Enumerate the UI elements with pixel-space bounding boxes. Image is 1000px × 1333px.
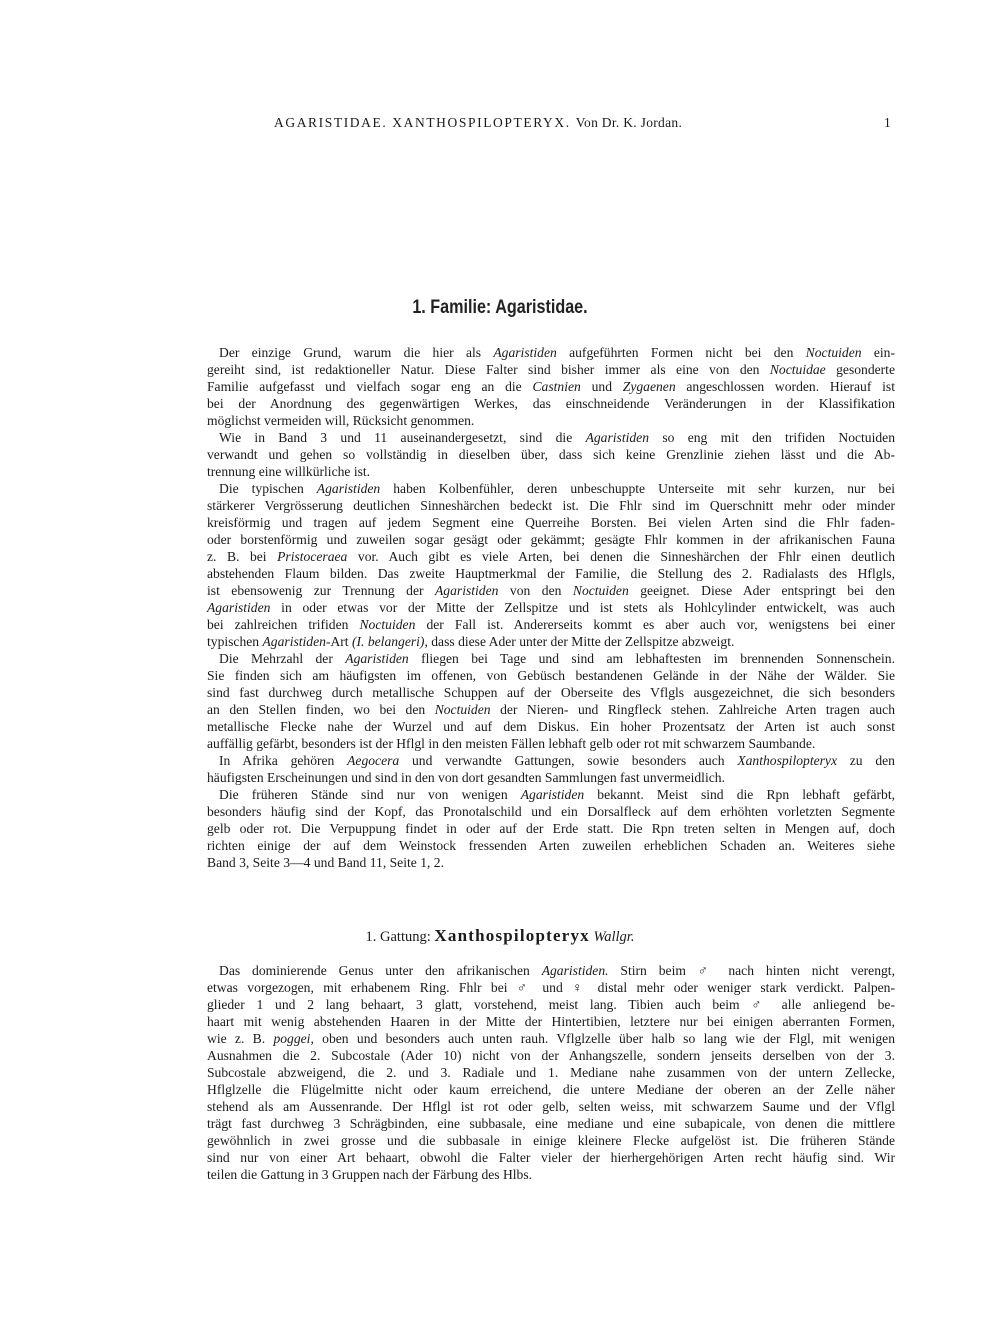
- text-run: Das dominierende Genus unter den afrikanischen: [219, 963, 542, 978]
- text-line: [207, 1081, 895, 1098]
- text-line: [207, 837, 895, 854]
- text-run: Ausnahmen die 2. Subcostale (Ader 10) nicht von der Anhangszelle, sondern jenseits derselben von der 3.: [207, 1048, 895, 1063]
- text-run: trägt fast durchweg 3 Schrägbinden, eine subbasale, eine mediane und eine subapicale, von denen die mittlere: [207, 1116, 895, 1131]
- italic-term: Agaristiden: [262, 634, 326, 649]
- text-line: [207, 786, 895, 803]
- text-run: z. B. bei: [207, 549, 278, 564]
- text-run: geeignet. Diese Ader entspringt bei den: [628, 583, 895, 598]
- text-run: wie z. B.: [207, 1031, 274, 1046]
- text-run: aufgeführten Formen nicht bei den: [556, 345, 806, 360]
- text-line: [207, 1064, 895, 1081]
- text-line: [207, 429, 895, 446]
- paragraph: [207, 752, 895, 786]
- text-run: stehend als am Aussenrande. Der Hflgl ist rot oder gelb, selten weiss, mit schwarzem Saume und der Vflgl: [207, 1099, 895, 1114]
- text-run: richten einige der auf dem Weinstock fressenden Arten zuweilen erheblichen Schaden an. Weiteres siehe: [207, 838, 895, 853]
- text-run: angeschlossen worden. Hierauf ist: [675, 379, 895, 394]
- family-heading: 1. Familie: Agaristidae.: [412, 297, 588, 318]
- text-line: [207, 735, 895, 752]
- text-run: fliegen bei Tage und sind am lebhaftesten im brennenden Sonnenschein.: [408, 651, 895, 666]
- text-run: stärkerer Vergrösserung deutlichen Sinneshärchen bedeckt ist. Die Fhlr sind im Querschnitt mehr oder minder: [207, 498, 895, 513]
- text-run: so eng mit den trifiden Noctuiden: [649, 430, 895, 445]
- text-line: [207, 979, 895, 996]
- text-run: haart mit wenig abstehenden Haaren in der Mitte der Hintertibien, letztere nur bei einigen aberranten Formen,: [207, 1014, 895, 1029]
- text-run: bekannt. Meist sind die Rpn lebhaft gefärbt,: [584, 787, 895, 802]
- text-run: glieder 1 und 2 lang behaart, 3 glatt, vorstehend, meist lang. Tibien auch beim ♂ alle anliegend be-: [207, 997, 895, 1012]
- text-line: [207, 395, 895, 412]
- text-run: -Art: [325, 634, 352, 649]
- text-run: typischen: [207, 634, 263, 649]
- text-line: [207, 1132, 895, 1149]
- text-line: [207, 684, 895, 701]
- italic-term: Zygaenen: [622, 379, 676, 394]
- text-run: besonders häufig sind der Kopf, das Pronotalschild und ein Dorsalfleck auf dem erhöhten vorletzten Segmente: [207, 804, 895, 819]
- text-run: und verwandte Gattungen, sowie besonders auch: [399, 753, 738, 768]
- italic-term: poggei,: [273, 1031, 314, 1046]
- text-line: [207, 463, 895, 480]
- text-line: [207, 616, 895, 633]
- italic-term: Pristoceraea: [277, 549, 348, 564]
- text-line: [207, 514, 895, 531]
- text-run: Wie in Band 3 und 11 auseinandergesetzt, sind die: [219, 430, 586, 445]
- text-run: bei der Anordnung des gegenwärtigen Werkes, das einschneidende Veränderungen in der Klassifikation: [207, 396, 895, 411]
- italic-term: Agaristiden: [316, 481, 381, 496]
- text-line: [207, 769, 895, 786]
- text-run: Die typischen: [219, 481, 317, 496]
- text-line: [207, 701, 895, 718]
- paragraph: [207, 786, 895, 871]
- text-line: [207, 599, 895, 616]
- text-run: und: [580, 379, 623, 394]
- author-line: Von Dr. K. Jordan.: [575, 115, 683, 130]
- text-run: Die früheren Stände sind nur von wenigen: [219, 787, 521, 802]
- italic-term: Noctuiden: [572, 583, 629, 598]
- italic-term: Agaristiden.: [541, 963, 609, 978]
- italic-term: Agaristiden: [493, 345, 557, 360]
- text-line: [207, 667, 895, 684]
- paragraph: [207, 344, 895, 429]
- text-run: In Afrika gehören: [219, 753, 348, 768]
- italic-term: Noctuiden: [434, 702, 491, 717]
- text-line: [207, 378, 895, 395]
- italic-term: Noctuiden: [805, 345, 862, 360]
- text-line: [207, 718, 895, 735]
- italic-term: Agaristiden: [207, 600, 271, 615]
- text-run: oben und besonders auch unten rauh. Vflglzelle über halb so lang wie der Flgl, mit wenigen: [313, 1031, 895, 1046]
- text-run: gereiht sind, ist redaktioneller Natur. Diese Falter sind bisher immer als eine von den: [207, 362, 770, 377]
- text-line: [207, 962, 895, 979]
- text-line: [207, 582, 895, 599]
- text-run: metallische Flecke nahe der Wurzel und auf dem Diskus. Ein hoher Prozentsatz der Arten ist auch sonst: [207, 719, 895, 734]
- text-run: in oder etwas vor der Mitte der Zellspitze und ist stets als Hohlcylinder entwickelt, was auch: [270, 600, 895, 615]
- genus-heading-prefix: 1. Gattung:: [365, 929, 431, 945]
- text-run: Subcostale abzweigend, die 2. und 3. Radiale und 1. Mediane nahe zusammen von der untern Zellecke,: [207, 1065, 895, 1080]
- text-line: [207, 1047, 895, 1064]
- text-run: trennung eine willkürliche ist.: [207, 464, 371, 479]
- italic-term: Xanthospilopteryx: [737, 753, 837, 768]
- text-line: [207, 650, 895, 667]
- text-run: Familie aufgefasst und vielfach sogar eng an die: [207, 379, 533, 394]
- italic-term: Noctuiden: [359, 617, 416, 632]
- italic-term: Castnien: [532, 379, 581, 394]
- text-line: [207, 565, 895, 582]
- text-run: ein-: [861, 345, 895, 360]
- text-line: [207, 1013, 895, 1030]
- text-run: von den: [498, 583, 573, 598]
- text-run: gelb oder rot. Die Verpuppung findet in oder auf der Erde statt. Die Rpn treten selten in Mengen auf, doch: [207, 821, 895, 836]
- text-run: Die Mehrzahl der: [219, 651, 346, 666]
- text-line: [207, 344, 895, 361]
- family-body-text: [207, 344, 895, 871]
- text-line: [207, 820, 895, 837]
- italic-term: Noctuidae: [769, 362, 826, 377]
- italic-term: Aegocera: [347, 753, 400, 768]
- text-run: zu den: [837, 753, 895, 768]
- text-line: [207, 361, 895, 378]
- text-run: oder borstenförmig und zuweilen sogar gesägt oder gekämmt; gesägte Fhlr kommen in der afrikanischen Fauna: [207, 532, 895, 547]
- text-line: [207, 1115, 895, 1132]
- text-line: [207, 497, 895, 514]
- paragraph: [207, 429, 895, 480]
- text-run: häufigsten Erscheinungen und sind in den von dort gesandten Sammlungen fast unvermeidlich.: [207, 770, 725, 785]
- italic-term: Agaristiden: [520, 787, 585, 802]
- text-run: Band 3, Seite 3—4 und Band 11, Seite 1, 2.: [207, 855, 444, 870]
- paragraph: [207, 480, 895, 650]
- text-run: sind nur von einer Art behaart, obwohl die Falter vieler der hierhergehörigen Arten recht häufig sind. Wir: [207, 1150, 895, 1165]
- text-run: gesonderte: [825, 362, 895, 377]
- genus-name: Xanthospilopteryx: [434, 926, 590, 945]
- running-head: [274, 115, 682, 131]
- text-run: gewöhnlich in zwei grosse und die subbasale in einige kleinere Flecke aufgelöst ist. Die früheren Stände: [207, 1133, 895, 1148]
- text-line: [207, 854, 895, 871]
- text-line: [207, 633, 895, 650]
- text-line: [207, 1030, 895, 1047]
- text-run: bei zahlreichen trifiden: [207, 617, 360, 632]
- text-run: der Nieren- und Ringfleck stehen. Zahlreiche Arten tragen auch: [490, 702, 895, 717]
- text-line: [207, 1098, 895, 1115]
- text-run: verwandt und gehen so vollständig in dieselben über, dass sich keine Grenzlinie ziehen lässt und die Ab-: [207, 447, 895, 462]
- text-line: [207, 996, 895, 1013]
- text-line: [207, 803, 895, 820]
- text-run: ist ebensowenig zur Trennung der: [207, 583, 435, 598]
- text-run: kreisförmig und tragen auf jedem Segment eine Querreihe Borsten. Bei vielen Arten sind die Fhlr faden-: [207, 515, 895, 530]
- text-line: [207, 480, 895, 497]
- text-run: Stirn beim ♂ nach hinten nicht verengt,: [608, 963, 895, 978]
- page-number: 1: [884, 115, 891, 130]
- paragraph: [207, 962, 895, 1183]
- genus-heading: [0, 926, 1000, 946]
- genus-author: Wallgr.: [593, 929, 635, 945]
- text-run: Sie finden sich am häufigsten im offenen, von Gebüsch bestandenen Gelände in der Nähe der Wälder. Sie: [207, 668, 895, 683]
- text-run: Der einzige Grund, warum die hier als: [219, 345, 494, 360]
- text-run: vor. Auch gibt es viele Arten, bei denen die Sinneshärchen der Fhlr einen deutlich: [347, 549, 896, 564]
- italic-term: Agaristiden: [435, 583, 499, 598]
- italic-term: Agaristiden: [585, 430, 649, 445]
- text-line: [207, 752, 895, 769]
- text-run: der Fall ist. Andererseits kommt es aber auch vor, wenigstens bei einer: [415, 617, 896, 632]
- text-line: [207, 1166, 895, 1183]
- text-run: sind fast durchweg durch metallische Schuppen auf der Oberseite des Vflgls ausgezeichnet, die sich besonders: [207, 685, 895, 700]
- text-run: etwas vorgezogen, mit erhabenem Ring. Fhlr bei ♂ und ♀ distal mehr oder weniger stark verdickt. Palpen-: [207, 980, 895, 995]
- text-line: [207, 1149, 895, 1166]
- text-run: auffällig gefärbt, besonders ist der Hflgl in den meisten Fällen lebhaft gelb oder rot mit schwarzem Saumbande.: [207, 736, 816, 751]
- running-title: AGARISTIDAE. XANTHOSPILOPTERYX.: [274, 115, 571, 130]
- italic-term: Agaristiden: [345, 651, 409, 666]
- text-run: möglichst vermeiden will, Rücksicht genommen.: [207, 413, 475, 428]
- text-line: [207, 446, 895, 463]
- text-run: Hflglzelle die Flügelmitte nicht oder kaum erreichend, die untere Mediane der oberen an der Zelle näher: [207, 1082, 895, 1097]
- text-line: [207, 548, 895, 565]
- italic-term: (I. belangeri),: [351, 634, 428, 649]
- text-line: [207, 412, 895, 429]
- text-line: [207, 531, 895, 548]
- text-run: abstehenden Flaum bilden. Das zweite Hauptmerkmal der Familie, die Stellung des 2. Radialasts des Hflgls,: [207, 566, 895, 581]
- genus-body-text: [207, 962, 895, 1183]
- text-run: haben Kolbenfühler, deren unbeschuppte Unterseite mit sehr kurzen, nur bei: [380, 481, 896, 496]
- text-run: teilen die Gattung in 3 Gruppen nach der Färbung des Hlbs.: [207, 1167, 533, 1182]
- text-run: an den Stellen finden, wo bei den: [207, 702, 435, 717]
- paragraph: [207, 650, 895, 752]
- text-run: dass diese Ader unter der Mitte der Zellspitze abzweigt.: [427, 634, 735, 649]
